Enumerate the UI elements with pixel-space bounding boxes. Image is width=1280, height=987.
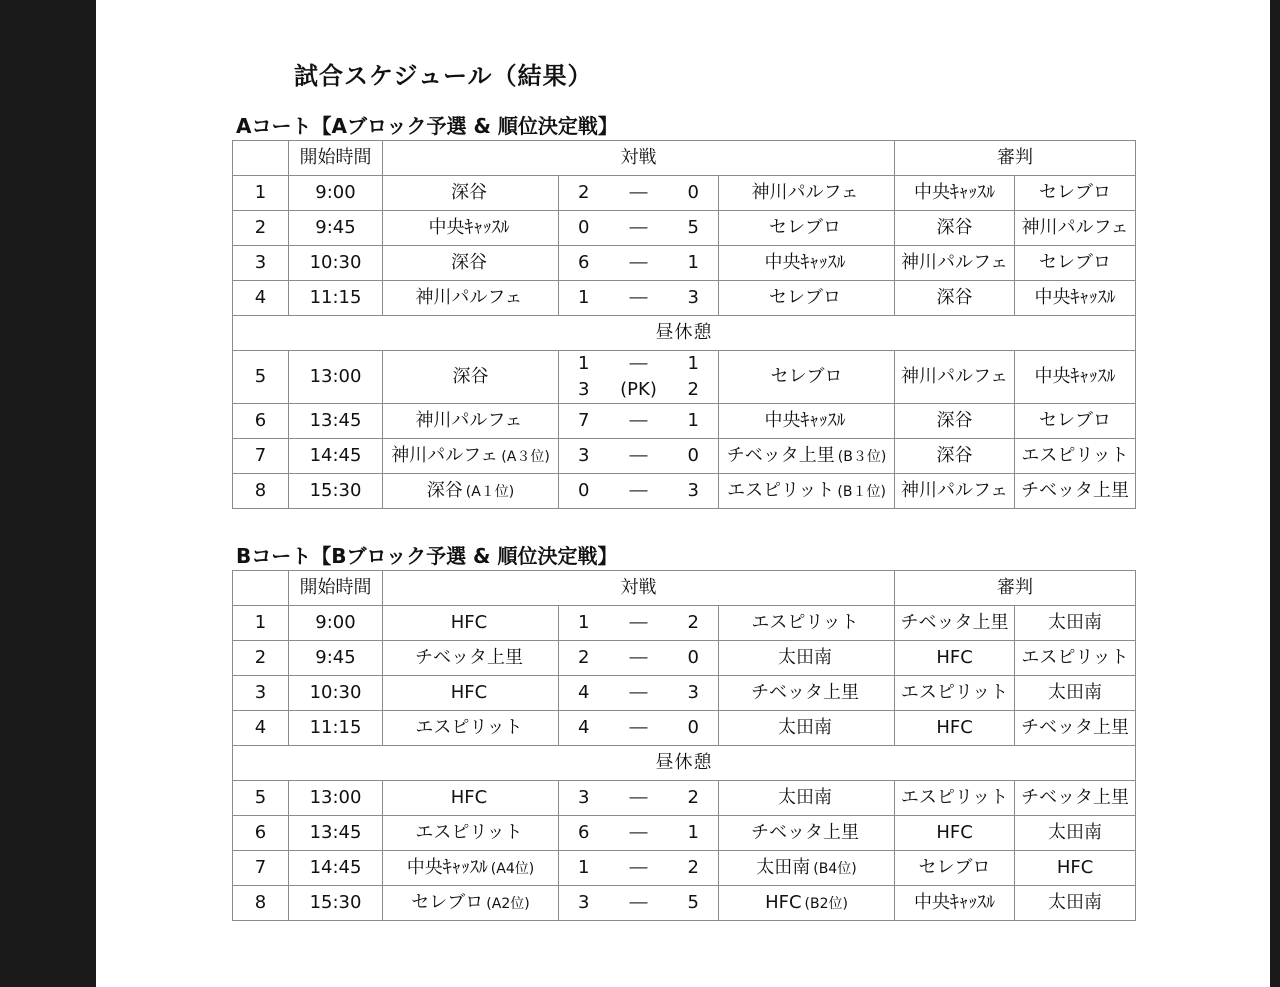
- page-title: 試合スケジュール（結果）: [294, 62, 593, 90]
- away-score: 5: [669, 211, 719, 246]
- away-score: 2: [669, 606, 719, 641]
- away-score: 2: [669, 851, 719, 886]
- away-team: [719, 816, 895, 851]
- team-name: セレブロ: [769, 286, 842, 308]
- home-score: 4: [559, 676, 609, 711]
- header-start-time: 開始時間: [289, 141, 383, 176]
- start-time: 9:00: [289, 176, 383, 211]
- team-name: エスピリット: [751, 611, 859, 633]
- score-dash: ―: [609, 176, 669, 211]
- table-row: [233, 474, 1136, 509]
- home-team: [383, 816, 559, 851]
- home-score: 6: [559, 816, 609, 851]
- away-score: 3: [669, 474, 719, 509]
- team-name: セレブロ: [769, 216, 842, 238]
- start-time: 9:00: [289, 606, 383, 641]
- team-name: エスピリット: [727, 479, 835, 501]
- away-team: [719, 606, 895, 641]
- team-name: チベッタ上里: [415, 646, 523, 668]
- away-team: [719, 439, 895, 474]
- away-score: 0: [669, 439, 719, 474]
- table-row: [233, 781, 1136, 816]
- away-score-pk: 2: [687, 379, 699, 400]
- score-dash: ―: [609, 851, 669, 886]
- referee-2: 太田南: [1015, 606, 1136, 641]
- away-score: 0: [669, 711, 719, 746]
- team-name: 深谷: [426, 479, 463, 501]
- court-b-schedule-table: [232, 570, 1136, 921]
- team-name: 神川パルフェ: [391, 444, 499, 466]
- home-score: 1: [559, 851, 609, 886]
- match-number: 1: [233, 176, 289, 211]
- team-name: 中央ｷｬｯｽﾙ: [406, 856, 488, 878]
- away-score: 1: [669, 404, 719, 439]
- home-score: 7: [559, 404, 609, 439]
- start-time: 14:45: [289, 851, 383, 886]
- table-header-row: [233, 571, 1136, 606]
- header-match: 対戦: [383, 141, 895, 176]
- team-name: HFC: [450, 786, 488, 808]
- away-score: 0: [669, 641, 719, 676]
- referee-2: セレブロ: [1015, 404, 1136, 439]
- table-row: [233, 404, 1136, 439]
- table-row: [233, 816, 1136, 851]
- match-number: 5: [233, 781, 289, 816]
- match-number: 8: [233, 886, 289, 921]
- pk-label-text: (PK): [620, 379, 657, 400]
- away-team: [719, 281, 895, 316]
- start-time: 11:15: [289, 281, 383, 316]
- referee-2: チベッタ上里: [1015, 474, 1136, 509]
- score-dash: ―: [609, 404, 669, 439]
- lunch-break-label: 昼休憩: [233, 316, 1136, 351]
- home-team: [383, 246, 559, 281]
- lunch-break-row: [233, 746, 1136, 781]
- referee-1: セレブロ: [895, 851, 1015, 886]
- referee-1: 深谷: [895, 281, 1015, 316]
- court-a-schedule-table: [232, 140, 1136, 509]
- team-name: チベッタ上里: [751, 681, 860, 703]
- home-team: [383, 211, 559, 246]
- home-team: [383, 439, 559, 474]
- start-time: 14:45: [289, 439, 383, 474]
- team-name: 太田南: [778, 786, 833, 808]
- team-name: 太田南: [778, 716, 833, 738]
- team-rank-note: (B2位): [804, 895, 848, 912]
- away-team: [719, 474, 895, 509]
- team-name: エスピリット: [415, 716, 523, 738]
- referee-1: 神川パルフェ: [895, 474, 1015, 509]
- referee-1: HFC: [895, 641, 1015, 676]
- referee-1: 深谷: [895, 211, 1015, 246]
- score-dash: ―: [609, 606, 669, 641]
- table-row: [233, 211, 1136, 246]
- referee-1: エスピリット: [895, 676, 1015, 711]
- home-team: [383, 606, 559, 641]
- team-rank-note: (B4位): [813, 860, 857, 877]
- away-team: [719, 404, 895, 439]
- team-name: HFC: [450, 611, 488, 633]
- team-name: 深谷: [451, 181, 487, 203]
- home-team: [383, 676, 559, 711]
- home-score: 0: [559, 474, 609, 509]
- match-number: 4: [233, 711, 289, 746]
- home-score: 0: [559, 211, 609, 246]
- team-name: 中央ｷｬｯｽﾙ: [764, 251, 846, 273]
- match-number: 8: [233, 474, 289, 509]
- home-team: [383, 641, 559, 676]
- viewer-background-right: [1270, 0, 1280, 987]
- table-row: [233, 641, 1136, 676]
- referee-1: 神川パルフェ: [895, 246, 1015, 281]
- team-rank-note: (A１位): [465, 483, 515, 500]
- header-start-time: 開始時間: [289, 571, 383, 606]
- score-dash: ―: [609, 439, 669, 474]
- home-team: [383, 781, 559, 816]
- header-no: [233, 571, 289, 606]
- team-name: 神川パルフェ: [415, 409, 523, 431]
- referee-2: エスピリット: [1015, 439, 1136, 474]
- team-name: 中央ｷｬｯｽﾙ: [428, 216, 510, 238]
- home-score: 1: [559, 606, 609, 641]
- table-row: [233, 281, 1136, 316]
- away-score: 5: [669, 886, 719, 921]
- team-name: 神川パルフェ: [751, 181, 859, 203]
- start-time: 13:00: [289, 781, 383, 816]
- team-rank-note: (A３位): [501, 448, 550, 465]
- header-referee: 審判: [895, 141, 1136, 176]
- document-page: [96, 0, 1270, 987]
- team-rank-note: (B３位): [837, 448, 887, 465]
- header-match: 対戦: [383, 571, 895, 606]
- home-team: [383, 851, 559, 886]
- table-row: [233, 246, 1136, 281]
- team-name: チベッタ上里: [726, 444, 835, 466]
- start-time: 13:45: [289, 404, 383, 439]
- table-row: [233, 439, 1136, 474]
- away-score: [669, 351, 719, 404]
- home-score: 3: [559, 781, 609, 816]
- referee-2: チベッタ上里: [1015, 781, 1136, 816]
- referee-2: セレブロ: [1015, 246, 1136, 281]
- referee-1: 中央ｷｬｯｽﾙ: [895, 176, 1015, 211]
- score-dash: ―: [609, 886, 669, 921]
- away-team: [719, 176, 895, 211]
- home-score: 2: [559, 641, 609, 676]
- away-team: [719, 781, 895, 816]
- table-row: [233, 851, 1136, 886]
- away-score: 1: [669, 246, 719, 281]
- match-number: 3: [233, 676, 289, 711]
- referee-2: 太田南: [1015, 886, 1136, 921]
- table-row-pk: [233, 351, 1136, 404]
- start-time: 15:30: [289, 886, 383, 921]
- match-number: 7: [233, 439, 289, 474]
- referee-1: チベッタ上里: [895, 606, 1015, 641]
- pk-label: [609, 351, 669, 404]
- score-dash: ―: [629, 353, 648, 374]
- viewer-background-left: [0, 0, 96, 987]
- team-name: HFC: [765, 891, 802, 913]
- score-dash: ―: [609, 246, 669, 281]
- table-row: [233, 606, 1136, 641]
- match-number: 2: [233, 641, 289, 676]
- start-time: 13:45: [289, 816, 383, 851]
- team-name: 深谷: [451, 251, 487, 273]
- referee-2: 太田南: [1015, 676, 1136, 711]
- match-number: 3: [233, 246, 289, 281]
- away-team: [719, 851, 895, 886]
- score-dash: ―: [609, 676, 669, 711]
- away-score: 3: [669, 676, 719, 711]
- team-name: チベッタ上里: [751, 821, 860, 843]
- match-number: 2: [233, 211, 289, 246]
- match-number: 5: [233, 351, 289, 404]
- team-rank-note: (A2位): [486, 895, 530, 912]
- referee-1: 神川パルフェ: [895, 351, 1015, 404]
- score-dash: ―: [609, 641, 669, 676]
- header-referee: 審判: [895, 571, 1136, 606]
- team-name: 太田南: [778, 646, 833, 668]
- home-score: 4: [559, 711, 609, 746]
- referee-1: HFC: [895, 816, 1015, 851]
- away-team: [719, 211, 895, 246]
- score-dash: ―: [609, 281, 669, 316]
- away-team: セレブロ: [719, 351, 895, 404]
- home-score: 3: [559, 886, 609, 921]
- home-team: [383, 404, 559, 439]
- away-team: [719, 676, 895, 711]
- start-time: 13:00: [289, 351, 383, 404]
- referee-1: 深谷: [895, 439, 1015, 474]
- lunch-break-row: [233, 316, 1136, 351]
- home-team: [383, 176, 559, 211]
- team-rank-note: (A4位): [490, 860, 535, 877]
- table-row: [233, 886, 1136, 921]
- home-score: [559, 351, 609, 404]
- away-team: [719, 641, 895, 676]
- court-b-title: Bコート【Bブロック予選 & 順位決定戦】: [236, 544, 618, 568]
- match-number: 4: [233, 281, 289, 316]
- team-name: 中央ｷｬｯｽﾙ: [764, 409, 846, 431]
- score-dash: ―: [609, 816, 669, 851]
- table-row: [233, 711, 1136, 746]
- team-name: 神川パルフェ: [415, 286, 523, 308]
- home-team: [383, 474, 559, 509]
- team-name: セレブロ: [411, 891, 484, 913]
- referee-1: 中央ｷｬｯｽﾙ: [895, 886, 1015, 921]
- referee-2: チベッタ上里: [1015, 711, 1136, 746]
- home-score: 3: [559, 439, 609, 474]
- away-team: [719, 886, 895, 921]
- score-dash: ―: [609, 474, 669, 509]
- court-a-title: Aコート【Aブロック予選 & 順位決定戦】: [236, 114, 618, 138]
- table-header-row: [233, 141, 1136, 176]
- referee-2: 中央ｷｬｯｽﾙ: [1015, 351, 1136, 404]
- referee-2: セレブロ: [1015, 176, 1136, 211]
- match-number: 1: [233, 606, 289, 641]
- team-name: エスピリット: [415, 821, 523, 843]
- home-score: 2: [559, 176, 609, 211]
- start-time: 10:30: [289, 246, 383, 281]
- score-dash: ―: [609, 711, 669, 746]
- away-team: [719, 246, 895, 281]
- start-time: 15:30: [289, 474, 383, 509]
- start-time: 9:45: [289, 641, 383, 676]
- referee-2: エスピリット: [1015, 641, 1136, 676]
- table-row: [233, 676, 1136, 711]
- team-name: HFC: [450, 681, 488, 703]
- home-score-pk: 3: [578, 379, 590, 400]
- match-number: 7: [233, 851, 289, 886]
- referee-1: エスピリット: [895, 781, 1015, 816]
- referee-2: 中央ｷｬｯｽﾙ: [1015, 281, 1136, 316]
- away-team: [719, 711, 895, 746]
- away-score: 1: [669, 816, 719, 851]
- start-time: 11:15: [289, 711, 383, 746]
- home-team: [383, 886, 559, 921]
- team-name: 太田南: [756, 856, 811, 878]
- home-score: 6: [559, 246, 609, 281]
- away-score-regular: 1: [687, 353, 699, 374]
- away-score: 2: [669, 781, 719, 816]
- match-number: 6: [233, 404, 289, 439]
- start-time: 10:30: [289, 676, 383, 711]
- match-number: 6: [233, 816, 289, 851]
- referee-1: HFC: [895, 711, 1015, 746]
- home-score: 1: [559, 281, 609, 316]
- away-score: 0: [669, 176, 719, 211]
- referee-1: 深谷: [895, 404, 1015, 439]
- home-team: 深谷: [383, 351, 559, 404]
- away-score: 3: [669, 281, 719, 316]
- score-dash: ―: [609, 211, 669, 246]
- home-team: [383, 281, 559, 316]
- header-no: [233, 141, 289, 176]
- team-rank-note: (B１位): [837, 483, 886, 500]
- referee-2: 神川パルフェ: [1015, 211, 1136, 246]
- referee-2: 太田南: [1015, 816, 1136, 851]
- lunch-break-label: 昼休憩: [233, 746, 1136, 781]
- start-time: 9:45: [289, 211, 383, 246]
- home-score-regular: 1: [578, 353, 590, 374]
- score-dash: ―: [609, 781, 669, 816]
- referee-2: HFC: [1015, 851, 1136, 886]
- home-team: [383, 711, 559, 746]
- table-row: [233, 176, 1136, 211]
